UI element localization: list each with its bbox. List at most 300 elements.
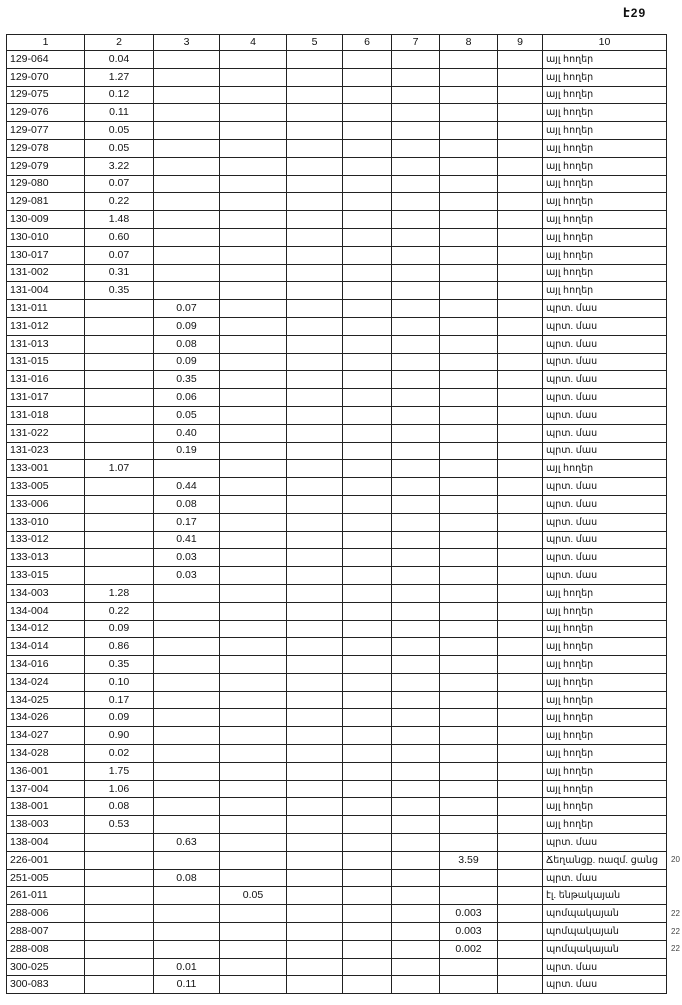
- col-3-value-cell: 0.09: [154, 317, 220, 335]
- parcel-code-cell: 134-003: [7, 584, 85, 602]
- col-4-value-cell: [220, 282, 287, 300]
- col-2-value-cell: 0.02: [85, 745, 154, 763]
- col-7-value-cell: [392, 816, 440, 834]
- col-9-value-cell: [498, 549, 543, 567]
- col-3-value-cell: [154, 228, 220, 246]
- table-row: [7, 727, 667, 745]
- column-header: 9: [498, 35, 543, 51]
- col-4-value-cell: [220, 584, 287, 602]
- col-7-value-cell: [392, 104, 440, 122]
- col-5-value-cell: [287, 264, 343, 282]
- column-header: 5: [287, 35, 343, 51]
- table-header-row: [7, 35, 667, 51]
- table-row: [7, 495, 667, 513]
- land-type-cell: այլ հողեր: [543, 798, 667, 816]
- col-8-value-cell: [440, 157, 498, 175]
- col-7-value-cell: [392, 869, 440, 887]
- parcel-code-cell: 131-016: [7, 371, 85, 389]
- col-3-value-cell: [154, 246, 220, 264]
- col-4-value-cell: [220, 300, 287, 318]
- parcel-code-cell: 131-011: [7, 300, 85, 318]
- col-7-value-cell: [392, 620, 440, 638]
- col-7-value-cell: [392, 531, 440, 549]
- table-row: [7, 513, 667, 531]
- col-3-value-cell: [154, 923, 220, 941]
- parcel-code-cell: 134-027: [7, 727, 85, 745]
- table-row: [7, 424, 667, 442]
- col-3-value-cell: [154, 762, 220, 780]
- table-row: [7, 406, 667, 424]
- col-8-value-cell: [440, 68, 498, 86]
- col-8-value-cell: [440, 51, 498, 69]
- col-5-value-cell: [287, 478, 343, 496]
- col-5-value-cell: [287, 353, 343, 371]
- table-row: [7, 335, 667, 353]
- col-3-value-cell: [154, 887, 220, 905]
- col-7-value-cell: [392, 851, 440, 869]
- col-7-value-cell: [392, 798, 440, 816]
- col-3-value-cell: [154, 798, 220, 816]
- table-row: [7, 816, 667, 834]
- col-6-value-cell: [343, 727, 392, 745]
- col-8-value-cell: [440, 513, 498, 531]
- col-6-value-cell: [343, 513, 392, 531]
- col-2-value-cell: 0.35: [85, 656, 154, 674]
- col-3-value-cell: 0.03: [154, 567, 220, 585]
- col-8-value-cell: [440, 353, 498, 371]
- col-5-value-cell: [287, 834, 343, 852]
- col-2-value-cell: 0.05: [85, 122, 154, 140]
- col-7-value-cell: [392, 709, 440, 727]
- col-4-value-cell: [220, 193, 287, 211]
- col-2-value-cell: 0.35: [85, 282, 154, 300]
- col-7-value-cell: [392, 175, 440, 193]
- col-4-value-cell: [220, 389, 287, 407]
- table-row: [7, 68, 667, 86]
- parcel-code-cell: 288-007: [7, 923, 85, 941]
- col-3-value-cell: [154, 727, 220, 745]
- col-9-value-cell: [498, 762, 543, 780]
- land-type-cell: այլ հողեր: [543, 51, 667, 69]
- page-number: է29: [623, 6, 647, 20]
- col-8-value-cell: [440, 620, 498, 638]
- col-6-value-cell: [343, 228, 392, 246]
- col-7-value-cell: [392, 157, 440, 175]
- margin-note: 22: [671, 908, 680, 918]
- table-row: [7, 353, 667, 371]
- col-2-value-cell: 0.09: [85, 620, 154, 638]
- table-row: [7, 246, 667, 264]
- col-2-value-cell: 1.28: [85, 584, 154, 602]
- land-type-cell: այլ հողեր: [543, 86, 667, 104]
- col-4-value-cell: [220, 104, 287, 122]
- land-type-cell: պրտ. մաս: [543, 531, 667, 549]
- col-9-value-cell: [498, 620, 543, 638]
- parcel-code-cell: 138-003: [7, 816, 85, 834]
- parcel-code-cell: 134-016: [7, 656, 85, 674]
- table-row: [7, 549, 667, 567]
- col-6-value-cell: [343, 584, 392, 602]
- col-9-value-cell: [498, 780, 543, 798]
- col-2-value-cell: [85, 549, 154, 567]
- col-4-value-cell: [220, 478, 287, 496]
- land-type-cell: պրտ. մաս: [543, 389, 667, 407]
- col-3-value-cell: [154, 745, 220, 763]
- col-9-value-cell: [498, 567, 543, 585]
- col-8-value-cell: [440, 816, 498, 834]
- col-8-value-cell: [440, 478, 498, 496]
- col-3-value-cell: [154, 816, 220, 834]
- column-header: 3: [154, 35, 220, 51]
- land-type-cell: պրտ. մաս: [543, 976, 667, 994]
- col-8-value-cell: 0.003: [440, 905, 498, 923]
- col-5-value-cell: [287, 958, 343, 976]
- column-header: 7: [392, 35, 440, 51]
- col-9-value-cell: [498, 656, 543, 674]
- land-type-cell: այլ հողեր: [543, 762, 667, 780]
- col-7-value-cell: [392, 406, 440, 424]
- col-7-value-cell: [392, 976, 440, 994]
- col-2-value-cell: [85, 442, 154, 460]
- table-row: [7, 122, 667, 140]
- margin-note: 22: [671, 944, 680, 954]
- col-7-value-cell: [392, 371, 440, 389]
- table-row: [7, 834, 667, 852]
- col-5-value-cell: [287, 86, 343, 104]
- col-5-value-cell: [287, 923, 343, 941]
- col-5-value-cell: [287, 780, 343, 798]
- col-2-value-cell: 3.22: [85, 157, 154, 175]
- col-5-value-cell: [287, 549, 343, 567]
- col-4-value-cell: 0.05: [220, 887, 287, 905]
- parcel-code-cell: 129-078: [7, 139, 85, 157]
- col-3-value-cell: [154, 282, 220, 300]
- col-5-value-cell: [287, 816, 343, 834]
- parcel-code-cell: 138-004: [7, 834, 85, 852]
- parcel-code-cell: 131-018: [7, 406, 85, 424]
- land-type-cell: այլ հողեր: [543, 673, 667, 691]
- table-row: [7, 371, 667, 389]
- parcel-code-cell: 288-006: [7, 905, 85, 923]
- col-9-value-cell: [498, 584, 543, 602]
- col-7-value-cell: [392, 958, 440, 976]
- col-4-value-cell: [220, 976, 287, 994]
- col-3-value-cell: [154, 193, 220, 211]
- col-5-value-cell: [287, 976, 343, 994]
- table-row: [7, 887, 667, 905]
- col-6-value-cell: [343, 762, 392, 780]
- col-9-value-cell: [498, 157, 543, 175]
- col-4-value-cell: [220, 869, 287, 887]
- col-4-value-cell: [220, 780, 287, 798]
- col-9-value-cell: [498, 389, 543, 407]
- col-6-value-cell: [343, 389, 392, 407]
- table-row: [7, 264, 667, 282]
- parcel-code-cell: 133-006: [7, 495, 85, 513]
- col-9-value-cell: [498, 442, 543, 460]
- column-header: 10: [543, 35, 667, 51]
- col-3-value-cell: [154, 656, 220, 674]
- col-5-value-cell: [287, 211, 343, 229]
- col-2-value-cell: 0.53: [85, 816, 154, 834]
- col-9-value-cell: [498, 673, 543, 691]
- col-7-value-cell: [392, 727, 440, 745]
- col-5-value-cell: [287, 869, 343, 887]
- col-7-value-cell: [392, 68, 440, 86]
- land-type-cell: պրտ. մաս: [543, 424, 667, 442]
- col-4-value-cell: [220, 495, 287, 513]
- col-9-value-cell: [498, 638, 543, 656]
- col-7-value-cell: [392, 228, 440, 246]
- column-header: 1: [7, 35, 85, 51]
- col-4-value-cell: [220, 264, 287, 282]
- col-9-value-cell: [498, 495, 543, 513]
- col-5-value-cell: [287, 122, 343, 140]
- table-row: [7, 656, 667, 674]
- parcel-code-cell: 129-081: [7, 193, 85, 211]
- col-4-value-cell: [220, 317, 287, 335]
- col-3-value-cell: [154, 264, 220, 282]
- col-6-value-cell: [343, 51, 392, 69]
- col-6-value-cell: [343, 175, 392, 193]
- col-9-value-cell: [498, 727, 543, 745]
- col-6-value-cell: [343, 602, 392, 620]
- col-6-value-cell: [343, 780, 392, 798]
- table-row: [7, 104, 667, 122]
- col-8-value-cell: [440, 317, 498, 335]
- col-2-value-cell: 0.04: [85, 51, 154, 69]
- parcel-code-cell: 129-080: [7, 175, 85, 193]
- parcel-code-cell: 131-004: [7, 282, 85, 300]
- col-6-value-cell: [343, 567, 392, 585]
- column-header: 2: [85, 35, 154, 51]
- table-row: [7, 798, 667, 816]
- col-2-value-cell: 1.27: [85, 68, 154, 86]
- col-9-value-cell: [498, 940, 543, 958]
- col-5-value-cell: [287, 905, 343, 923]
- table-row: [7, 86, 667, 104]
- col-7-value-cell: [392, 567, 440, 585]
- col-8-value-cell: [440, 602, 498, 620]
- col-2-value-cell: 0.31: [85, 264, 154, 282]
- col-8-value-cell: [440, 567, 498, 585]
- col-5-value-cell: [287, 851, 343, 869]
- table-row: [7, 228, 667, 246]
- col-9-value-cell: [498, 424, 543, 442]
- col-2-value-cell: [85, 353, 154, 371]
- col-2-value-cell: [85, 887, 154, 905]
- col-8-value-cell: [440, 673, 498, 691]
- col-8-value-cell: [440, 86, 498, 104]
- col-4-value-cell: [220, 567, 287, 585]
- land-type-cell: այլ հողեր: [543, 709, 667, 727]
- col-8-value-cell: [440, 442, 498, 460]
- col-3-value-cell: 0.17: [154, 513, 220, 531]
- col-7-value-cell: [392, 460, 440, 478]
- col-8-value-cell: [440, 460, 498, 478]
- col-3-value-cell: [154, 638, 220, 656]
- col-8-value-cell: [440, 211, 498, 229]
- land-type-cell: այլ հողեր: [543, 193, 667, 211]
- col-9-value-cell: [498, 228, 543, 246]
- col-7-value-cell: [392, 51, 440, 69]
- col-2-value-cell: 1.07: [85, 460, 154, 478]
- col-8-value-cell: [440, 104, 498, 122]
- col-6-value-cell: [343, 211, 392, 229]
- col-2-value-cell: [85, 834, 154, 852]
- table-row: [7, 442, 667, 460]
- col-2-value-cell: [85, 389, 154, 407]
- land-type-cell: այլ հողեր: [543, 104, 667, 122]
- col-2-value-cell: 0.05: [85, 139, 154, 157]
- col-4-value-cell: [220, 745, 287, 763]
- col-9-value-cell: [498, 887, 543, 905]
- land-type-cell: Ճեղանցք. ռազմ. ցանց: [543, 851, 667, 869]
- table-row: [7, 976, 667, 994]
- col-3-value-cell: [154, 709, 220, 727]
- col-8-value-cell: [440, 175, 498, 193]
- col-7-value-cell: [392, 656, 440, 674]
- col-3-value-cell: 0.63: [154, 834, 220, 852]
- col-6-value-cell: [343, 887, 392, 905]
- col-7-value-cell: [392, 246, 440, 264]
- col-2-value-cell: [85, 424, 154, 442]
- land-type-cell: այլ հողեր: [543, 282, 667, 300]
- col-7-value-cell: [392, 353, 440, 371]
- table-row: [7, 193, 667, 211]
- col-5-value-cell: [287, 798, 343, 816]
- table-row: [7, 745, 667, 763]
- col-9-value-cell: [498, 175, 543, 193]
- col-5-value-cell: [287, 424, 343, 442]
- col-6-value-cell: [343, 193, 392, 211]
- parcel-code-cell: 131-023: [7, 442, 85, 460]
- table-row: [7, 567, 667, 585]
- col-3-value-cell: [154, 86, 220, 104]
- col-9-value-cell: [498, 691, 543, 709]
- col-6-value-cell: [343, 353, 392, 371]
- col-6-value-cell: [343, 282, 392, 300]
- col-5-value-cell: [287, 656, 343, 674]
- col-2-value-cell: 0.90: [85, 727, 154, 745]
- col-4-value-cell: [220, 86, 287, 104]
- col-3-value-cell: 0.41: [154, 531, 220, 549]
- col-6-value-cell: [343, 816, 392, 834]
- land-type-cell: պրտ. մաս: [543, 442, 667, 460]
- table-row: [7, 602, 667, 620]
- table-row: [7, 300, 667, 318]
- col-7-value-cell: [392, 602, 440, 620]
- land-type-cell: այլ հողեր: [543, 228, 667, 246]
- col-5-value-cell: [287, 620, 343, 638]
- col-3-value-cell: [154, 905, 220, 923]
- col-9-value-cell: [498, 745, 543, 763]
- col-9-value-cell: [498, 353, 543, 371]
- col-4-value-cell: [220, 958, 287, 976]
- col-2-value-cell: [85, 300, 154, 318]
- col-4-value-cell: [220, 460, 287, 478]
- table-row: [7, 175, 667, 193]
- table-row: [7, 851, 667, 869]
- land-type-cell: պրտ. մաս: [543, 567, 667, 585]
- col-6-value-cell: [343, 869, 392, 887]
- land-type-cell: պրտ. մաս: [543, 513, 667, 531]
- col-4-value-cell: [220, 139, 287, 157]
- col-2-value-cell: 0.86: [85, 638, 154, 656]
- col-2-value-cell: [85, 317, 154, 335]
- parcel-code-cell: 226-001: [7, 851, 85, 869]
- col-9-value-cell: [498, 531, 543, 549]
- col-3-value-cell: [154, 584, 220, 602]
- col-7-value-cell: [392, 389, 440, 407]
- parcel-code-cell: 288-008: [7, 940, 85, 958]
- parcel-code-cell: 134-004: [7, 602, 85, 620]
- col-6-value-cell: [343, 442, 392, 460]
- col-5-value-cell: [287, 300, 343, 318]
- land-type-cell: այլ հողեր: [543, 816, 667, 834]
- col-3-value-cell: [154, 673, 220, 691]
- col-8-value-cell: [440, 691, 498, 709]
- parcel-code-cell: 300-083: [7, 976, 85, 994]
- col-4-value-cell: [220, 335, 287, 353]
- col-4-value-cell: [220, 513, 287, 531]
- col-7-value-cell: [392, 139, 440, 157]
- land-type-cell: պոմպակայան: [543, 923, 667, 941]
- col-4-value-cell: [220, 638, 287, 656]
- col-3-value-cell: 0.05: [154, 406, 220, 424]
- col-8-value-cell: [440, 495, 498, 513]
- col-5-value-cell: [287, 282, 343, 300]
- col-5-value-cell: [287, 157, 343, 175]
- col-3-value-cell: [154, 104, 220, 122]
- col-9-value-cell: [498, 139, 543, 157]
- land-type-cell: այլ հողեր: [543, 68, 667, 86]
- land-type-cell: պրտ. մաս: [543, 300, 667, 318]
- table-row: [7, 478, 667, 496]
- col-7-value-cell: [392, 300, 440, 318]
- column-header: 8: [440, 35, 498, 51]
- col-5-value-cell: [287, 193, 343, 211]
- col-8-value-cell: [440, 709, 498, 727]
- col-8-value-cell: [440, 958, 498, 976]
- col-4-value-cell: [220, 549, 287, 567]
- col-2-value-cell: [85, 923, 154, 941]
- col-5-value-cell: [287, 495, 343, 513]
- col-5-value-cell: [287, 638, 343, 656]
- col-4-value-cell: [220, 709, 287, 727]
- col-3-value-cell: [154, 51, 220, 69]
- col-3-value-cell: [154, 940, 220, 958]
- col-2-value-cell: 1.06: [85, 780, 154, 798]
- col-6-value-cell: [343, 976, 392, 994]
- col-9-value-cell: [498, 460, 543, 478]
- col-8-value-cell: [440, 584, 498, 602]
- col-4-value-cell: [220, 834, 287, 852]
- col-8-value-cell: [440, 335, 498, 353]
- col-5-value-cell: [287, 727, 343, 745]
- col-6-value-cell: [343, 406, 392, 424]
- col-9-value-cell: [498, 816, 543, 834]
- col-4-value-cell: [220, 940, 287, 958]
- table-row: [7, 282, 667, 300]
- parcel-code-cell: 129-079: [7, 157, 85, 175]
- col-6-value-cell: [343, 246, 392, 264]
- col-7-value-cell: [392, 282, 440, 300]
- col-5-value-cell: [287, 602, 343, 620]
- col-2-value-cell: [85, 869, 154, 887]
- table-row: [7, 620, 667, 638]
- table-body: [7, 51, 667, 994]
